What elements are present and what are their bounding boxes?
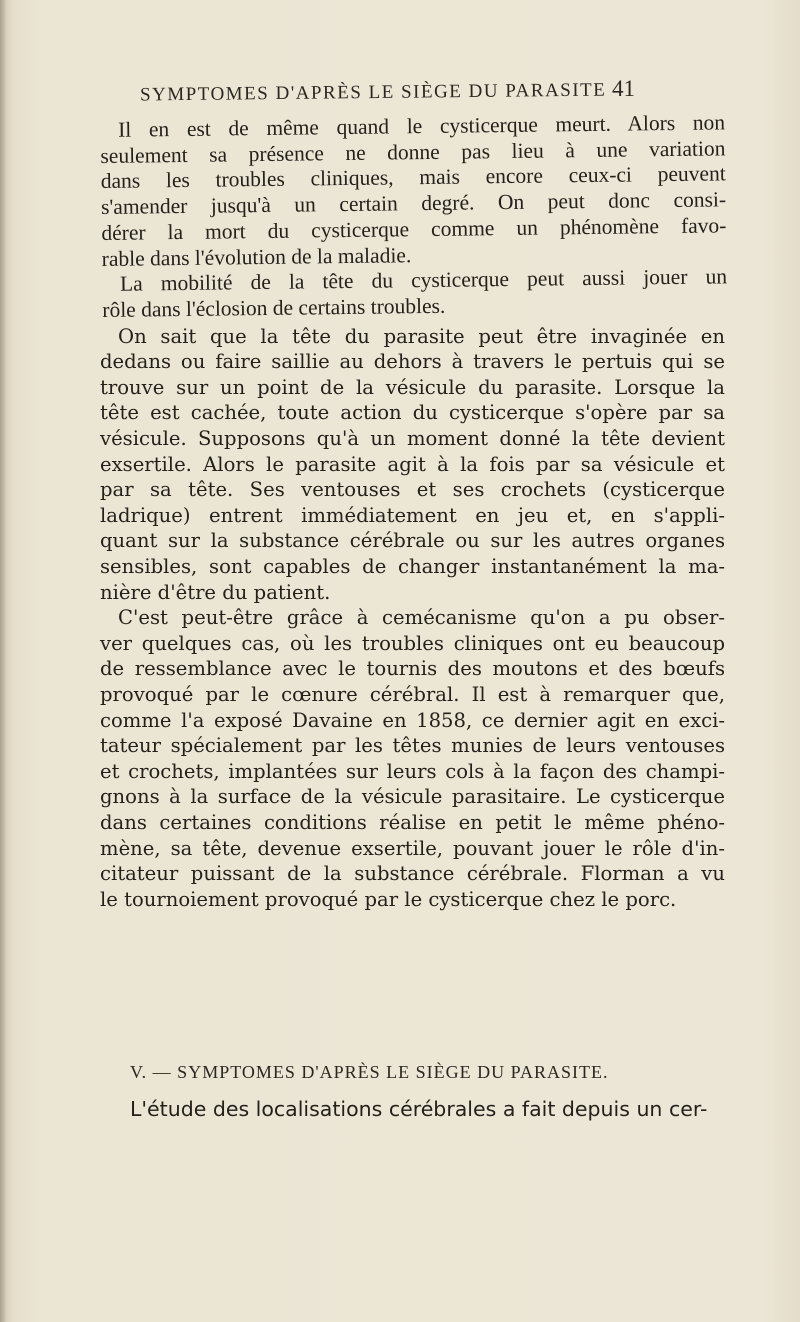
text-line: seulement sa présence ne donne pas lieu à une variation bbox=[100, 136, 726, 168]
text-line: gnons à la surface de la vésicule parasitaire. Le cysticerque bbox=[100, 785, 725, 809]
paragraph-1 bbox=[100, 110, 727, 272]
body-text bbox=[100, 110, 728, 912]
text-line: ladrique) entrent immédiatement en jeu et, en s'appli- bbox=[100, 503, 725, 527]
running-head: SYMPTOMES D'APRÈS LE SIÈGE DU PARASITE bbox=[139, 79, 607, 106]
text-line: Il en est de même quand le cysticerque meurt. Alors non bbox=[117, 110, 726, 142]
text-line: par sa tête. Ses ventouses et ses crochets (cysticerque bbox=[100, 478, 725, 502]
text-line: quant sur la substance cérébrale ou sur les autres organes bbox=[100, 529, 725, 553]
text-line: dérer la mort du cysticerque comme un phénomène favo- bbox=[101, 213, 727, 245]
lower-text-block bbox=[100, 324, 725, 913]
text-line: citateur puissant de la substance cérébrale. Florman a vu bbox=[100, 862, 725, 886]
text-line: dans certaines conditions réalise en petit le même phéno- bbox=[100, 810, 725, 834]
upper-text-block bbox=[100, 110, 727, 323]
section-heading: V. — SYMPTOMES D'APRÈS LE SIÈGE DU PARASITE. bbox=[130, 1062, 609, 1082]
text-line: trouve sur un point de la vésicule du parasite. Lorsque la bbox=[100, 375, 725, 399]
text-line: rable dans l'évolution de la maladie. bbox=[101, 242, 412, 271]
text-line: mène, sa tête, devenue exsertile, pouvant jouer le rôle d'in- bbox=[100, 836, 725, 860]
text-line: tateur spécialement par les têtes munies de leurs ventouses bbox=[100, 734, 725, 758]
text-line: exsertile. Alors le parasite agit à la fois par sa vésicule et bbox=[100, 452, 725, 476]
text-line: ver quelques cas, où les troubles cliniques ont eu beaucoup bbox=[100, 631, 725, 655]
text-line: s'amender jusqu'à un certain degré. On peut donc consi- bbox=[100, 187, 727, 220]
paragraph-3 bbox=[100, 324, 725, 606]
text-line: sensibles, sont capables de changer instantanément la ma- bbox=[100, 554, 725, 578]
text-line: et crochets, implantées sur leurs cols à la façon des champi- bbox=[100, 759, 725, 783]
text-line: vésicule. Supposons qu'à un moment donné la tête devient bbox=[100, 427, 725, 450]
text-line: rôle dans l'éclosion de certains troubles. bbox=[102, 293, 446, 322]
page-binding-edge bbox=[0, 0, 6, 1322]
text-line: On sait que la tête du parasite peut être invaginée en bbox=[118, 324, 725, 348]
text-line: de ressemblance avec le tournis des moutons et des bœufs bbox=[100, 657, 725, 681]
paragraph-2 bbox=[102, 265, 728, 324]
text-line: dedans ou faire saillie au dehors à travers le pertuis qui se bbox=[100, 350, 725, 374]
page-number: 41 bbox=[612, 76, 635, 101]
section-first-line: L'étude des localisations cérébrales a fait depuis un cer- bbox=[130, 1097, 708, 1121]
text-line: dans les troubles cliniques, mais encore ceux-ci peuvent bbox=[100, 161, 726, 194]
text-line: La mobilité de la tête du cysticerque peut aussi jouer un bbox=[119, 264, 728, 296]
text-line: nière d'être du patient. bbox=[100, 580, 331, 604]
text-line: provoqué par le cœnure cérébral. Il est à remarquer que, bbox=[100, 682, 725, 706]
text-line: tête est cachée, toute action du cysticerque s'opère par sa bbox=[100, 401, 725, 425]
text-line: C'est peut-être grâce à cemécanisme qu'on a pu obser- bbox=[118, 606, 725, 630]
paragraph-4 bbox=[100, 605, 725, 912]
text-line: le tournoiement provoqué par le cysticerque chez le porc. bbox=[100, 887, 677, 911]
text-line: comme l'a exposé Davaine en 1858, ce dernier agit en exci- bbox=[100, 708, 725, 732]
